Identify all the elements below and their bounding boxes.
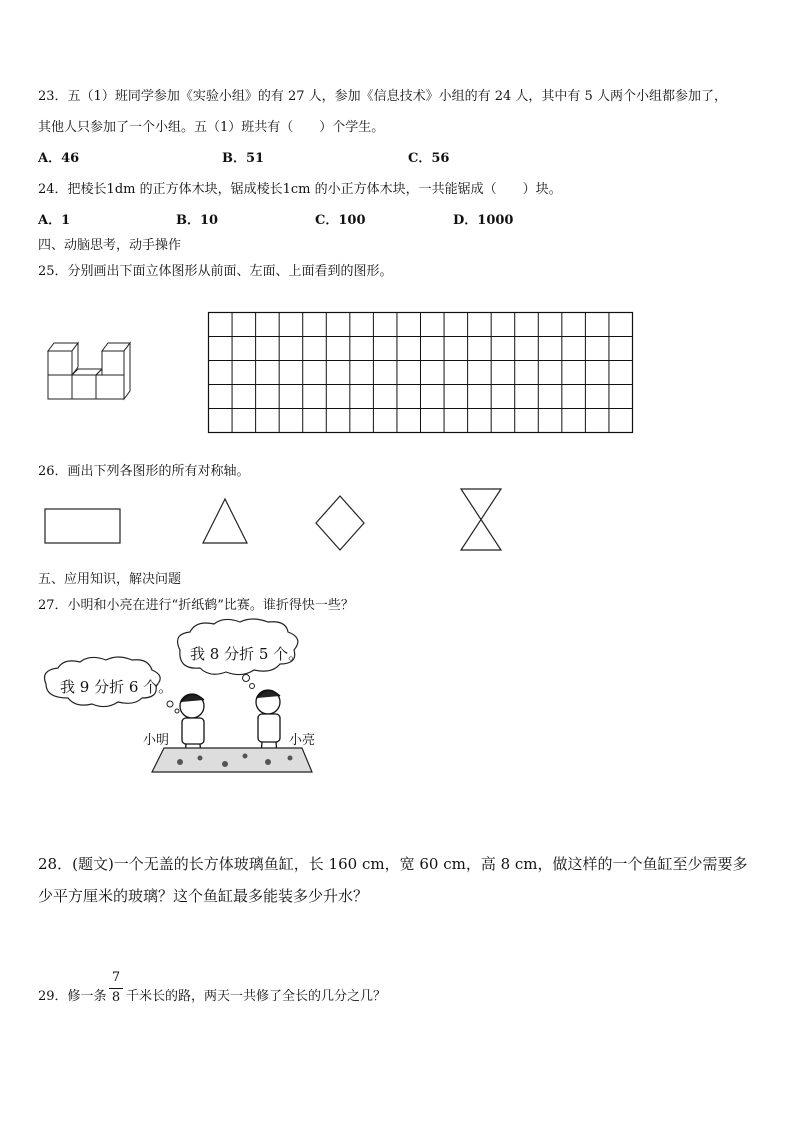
speech-bubble-left: 我 9 分折 6 个。: [60, 678, 174, 696]
q24-text: 24．把棱长1dm 的正方体木块，锯成棱长1cm 的小正方体木块，一共能锯成（ ）块。: [38, 182, 562, 197]
q29-suffix: 千米长的路，两天一共修了全长的几分之几？: [126, 989, 387, 1004]
triangle-shape: [203, 499, 247, 543]
q24-option-a[interactable]: A．1: [38, 213, 71, 228]
q23-option-b[interactable]: B．51: [222, 151, 265, 166]
q23-line2: 其他人只参加了一个小组。五（1）班共有（ ）个学生。: [38, 120, 385, 135]
q28-line1: 28．(题文)一个无盖的长方体玻璃鱼缸，长 160 cm，宽 60 cm，高 8 cm，做这样的一个鱼缸至少需要多: [38, 855, 748, 873]
section-5-heading: 五、应用知识，解决问题: [38, 572, 182, 587]
name-xiaoming: 小明: [143, 733, 170, 748]
q24-option-c[interactable]: C．100: [315, 213, 366, 228]
rhombus-shape: [316, 496, 364, 550]
q23-line1: 23．五（1）班同学参加《实验小组》的有 27 人，参加《信息技术》小组的有 24 人，其中有 5 人两个小组都参加了，: [38, 89, 727, 104]
q26-text: 26．画出下列各图形的所有对称轴。: [38, 464, 250, 479]
q28-line2: 少平方厘米的玻璃？这个鱼缸最多能装多少升水？: [38, 887, 369, 905]
q24-option-b[interactable]: B．10: [176, 213, 219, 228]
q23-option-c[interactable]: C．56: [408, 151, 450, 166]
drawing-grid[interactable]: [208, 312, 633, 433]
q25-text: 25．分别画出下面立体图形从前面、左面、上面看到的图形。: [38, 264, 393, 279]
fraction-numerator: 7: [111, 970, 121, 985]
q29-prefix: 29．修一条: [38, 989, 107, 1004]
speech-bubble-right: 我 8 分折 5 个。: [190, 645, 304, 663]
q24-option-d[interactable]: D．1000: [453, 213, 514, 228]
symmetry-shapes: [44, 488, 544, 554]
fraction-bar: [109, 988, 123, 989]
section-4-heading: 四、动脑思考，动手操作: [38, 238, 182, 253]
fraction-denominator: 8: [111, 990, 121, 1005]
name-xiaoliang: 小亮: [289, 733, 316, 748]
cube-stack-figure: [44, 337, 134, 401]
q23-option-a[interactable]: A．46: [38, 151, 80, 166]
rectangle-shape: [45, 509, 120, 543]
hourglass-shape: [461, 489, 501, 550]
q27-text: 27．小明和小亮在进行“折纸鹤”比赛。谁折得快一些？: [38, 598, 354, 613]
